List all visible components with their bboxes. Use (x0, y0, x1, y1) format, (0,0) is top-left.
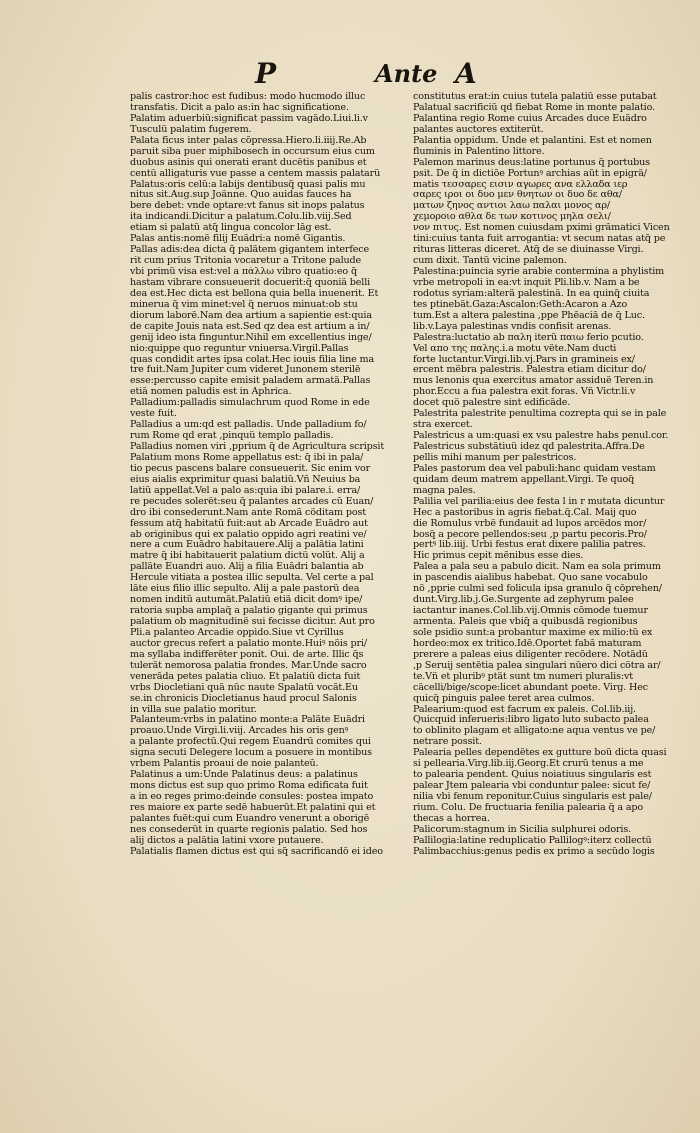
left-column-line: dea est.Hec dicta est bellona quia bella inuenerit. Et (130, 288, 379, 299)
left-column-line: duobus asinis qui onerati erant ducẽtis panibus et (130, 157, 367, 168)
right-column-line: hordeo:mox ex tritico.Idẽ.Oportet fabã maturam (413, 638, 642, 649)
right-column-line: psit. De q̃ in dictiõe Portunꝰ archias aũt in epigrã/ (413, 168, 647, 179)
left-column-line: etiam si palatũ atq̃ lingua concolor lãg est. (130, 223, 332, 234)
left-column-line: Pallas adis:dea dicta q̃ palãtem gigantem interfece (130, 245, 370, 256)
right-column-line: lib.v.Laya palestinas vndis confisit arenas. (413, 321, 612, 332)
right-column-line: ercent mẽbra palestris. Palestra etiam dicitur do/ (413, 365, 646, 376)
left-column-line: Palatus:oris celũ:a labijs dentibusq̃ quasi palis mu (130, 179, 366, 190)
right-column-line: stra exercet. (413, 420, 473, 431)
left-column-line: in villa sue palatio moritur. (130, 704, 257, 715)
left-column-line: palatium ob magnitudinẽ sui fecisse dicitur. Aut pro (130, 617, 375, 627)
right-column-line: Pales pastorum dea vel pabuli:hanc quidam vestam (413, 463, 656, 474)
left-column-line: re pecudes solerẽt:seu q̃ palantes arcades cũ Euan/ (130, 496, 374, 507)
right-column-line: cum dixit. Tantũ vicine palemon. (413, 256, 567, 267)
running-head (0, 55, 700, 95)
right-column-line: forte luctantur.Virgi.lib.vj.Pars in gramineis ex/ (413, 354, 635, 365)
right-column-line: phor.Eccu a fua palestra exit foras. Vñ Victr.li.v (413, 387, 636, 398)
right-column-line: Palestra:luctatio ab παλη iterũ παιω ferio pcutio. (413, 332, 644, 343)
left-text-column (130, 92, 417, 858)
right-column-line: matis τεσσαρες εισιν αγωρες ανα ελλαδα ιερ (413, 179, 628, 190)
left-column-line: lãte eius filio illic sepulto. Alij a pale pastorũ dea (130, 584, 360, 595)
left-column-line: tio pecus pascens balare consueuerit. Sic enim vor (130, 463, 371, 474)
left-column-line: fessum atq̃ habitatũ fuit:aut ab Arcade Euãdro aut (130, 518, 368, 529)
left-column-line: de capite Jouis nata est.Sed qz dea est artium a in/ (130, 321, 370, 332)
right-column-line: Palicorum:stagnum in Sicilia sulphurei odoris. (413, 824, 632, 835)
left-column-line: minerua q̃ vim minet:vel q̃ neruos minuat:ob stu (130, 299, 358, 310)
right-column-line: constitutus erat:in cuius tutela palatiũ esse putabat (413, 92, 657, 102)
left-column-line: tulerãt nemorosa palatia frondes. Mar.Unde sacro (130, 660, 367, 671)
right-column-line: thecas a horrea. (413, 813, 490, 824)
right-column-line: Hec a pastoribus in agris fiebat.q̃.Cal. Maij quo (413, 507, 637, 518)
right-column-line: te.Vñ et pluribꝰ ptãt sunt tm numeri pluralis:vt (413, 671, 633, 682)
left-column-line: hastam vibrare consueuerit docuerit:q̃ quoniã belli (130, 277, 371, 288)
left-column-line: ita indicandi.Dicitur a palatum.Colu.lib.viij.Sed (130, 212, 352, 223)
running-head-word: Ante (375, 59, 438, 88)
left-column-line: auctor grecus refert a palatio monte.Huiꝰ nõis pri/ (130, 638, 367, 649)
right-column-line: νον πιτυς. Est nomen cuiusdam pximi grãmatici Vicen (413, 223, 670, 234)
right-column-line: χεμοροιο αθλα δε των κοτινος μηλα σελι/ (413, 212, 611, 223)
left-column-line: alij dictos a palãtia latini vxore putauere. (130, 835, 324, 846)
right-column-line: quidam deum matrem appellant.Virgi. Te quoq̃ (413, 474, 635, 485)
right-column-line: to oblinito plagam et alligato:ne aqua ventus ve pe/ (413, 726, 656, 737)
right-column-line: Palestricus substãtiuũ idez qd palestrita.Affra.De (413, 442, 645, 452)
left-column-line: esse:percusso capite emisit paladem armatã.Pallas (130, 376, 371, 387)
right-column-line: die Romulus vrbẽ fundauit ad lupos arcẽdos mor/ (413, 518, 647, 529)
left-column-line: vrbem Palantis proaui de noie palanteũ. (130, 759, 319, 770)
right-column-line: Palimbacchius:genus pedis ex primo a secũdo logis (413, 846, 655, 857)
right-column-line: fluminis in Palentino littore. (413, 146, 545, 157)
right-column-line: tum.Est a altera palestina ,ppe Phẽaciã de q̃ Luc. (413, 310, 645, 321)
left-column-line: ab originibus qui ex palatio oppido agri reatini ve/ (130, 529, 367, 540)
left-column-line: a palante profectũ.Qui regem Euandrũ comites qui (130, 737, 371, 748)
right-column-line: σαρες ιροι οι δυο μεν θνητων οι δυο δε αθα/ (413, 190, 622, 201)
left-column-line: Palanteum:vrbs in palatino monte:a Palãte Euãdri (130, 715, 365, 726)
right-column-line: Hic primus cepit mẽnibus esse dies. (413, 551, 584, 562)
left-column-line: nere a cum Euãdro habitauere.Alij a palãtia latini (130, 540, 364, 551)
right-column-line: Palearium:quod est facrum ex paleis. Col.lib.iij. (413, 704, 636, 715)
right-column-line: dunt.Virg.lib.j.Ge.Surgente ad zephyrum palee (413, 595, 634, 606)
right-column-line: pellis mihi manum per palestricos. (413, 452, 577, 463)
right-column-line: iactantur inanes.Col.lib.vij.Omnis cõmode tuemur (413, 606, 648, 617)
right-column-line: in pascendis aialibus habebat. Quo sane vocabulo (413, 573, 648, 584)
left-column-line: transfatis. Dicit̃ a palo as:in hac significatione. (130, 102, 349, 113)
left-column-line: ma syllaba indifferẽter ponit. Oui. de arte. Illic q̃s (130, 649, 364, 660)
left-column-line: vrbs Diocletiani quã nũc naute Spalatũ vocãt.Eu (130, 682, 358, 693)
left-column-line: se.in chronicis Diocletianus haud procul Salonis (130, 693, 357, 704)
right-column-line: sole psidio sunt:a probantur maxime ex milio:tũ ex (413, 627, 653, 638)
right-column-line: Quicquid inferueris:libro ligato luto subacto palea (413, 715, 649, 726)
left-column-line: mons dictus est sup quo primo Roma edificata fuit (130, 781, 368, 792)
right-column-line: si pellearia.Virg.lib.iij.Georg.Et crurũ tenus a me (413, 759, 644, 770)
running-head-letter-right: A (455, 57, 477, 90)
left-column-line: centũ alligaturis vue passe a centem massis palatarũ (130, 168, 381, 179)
right-column-line: Palantia oppidum. Unde et palantini. Est et nomen (413, 135, 652, 146)
right-column-line: Palestricus a um:quasi ex vsu palestre habs penul.cor. (413, 431, 669, 442)
left-column-line: rum Rome qd erat ,pinquũ templo palladis. (130, 431, 334, 442)
left-column-line: a in eo reges primo:deinde consules: postea impato (130, 792, 374, 802)
right-column-line: Palea a pala seu a pabulo dicit. Nam ea sola primum (413, 562, 661, 573)
left-column-line: palantes fuẽt:qui cum Euandro venerunt a oborigẽ (130, 813, 370, 824)
left-column-line: eius aialis exprimitur quasi balatiũ.Vñ Neuius ba (130, 474, 361, 485)
left-column-line: matre q̃ ibi habitauerit palatium dictũ volũt. Alij a (130, 551, 365, 562)
right-column-line: bosq̃ a pecore pellendos:seu ,p partu pecoris.Pro/ (413, 529, 647, 540)
left-column-line: genij ideo ista finguntur.Nihil em excellentius inge/ (130, 332, 372, 343)
left-column-line: venerãda petes palatia cliuo. Et palatiũ dicta fuit (130, 671, 361, 682)
left-column-line: rit cum prius Tritonia vocaretur a Tritone palude (130, 256, 362, 267)
left-column-line: res maiore ex parte sedẽ habuerũt.Et palatini qui et (130, 802, 376, 813)
right-column-line: prerere a paleas eius diligenter recõdere. Notãdũ (413, 649, 648, 660)
right-column-line: vrbe metropoli in ea:vt inquit Pli.lib.v. Nam a be (413, 277, 640, 288)
right-column-line: Palantina regio Rome cuius Arcades duce Euãdro (413, 113, 647, 124)
right-column-line: rodotus syriam:alterã palestinã. In ea quinq̃ ciuita (413, 288, 650, 299)
right-column-line: ,p Seruij sentẽtia palea singulari nũero dici cõtra ar/ (413, 660, 661, 671)
left-column-line: Palas antis:nomẽ filij Euãdri:a nomẽ Gigantis. (130, 234, 346, 245)
right-column-line: netrare possit. (413, 737, 482, 748)
right-text-column (413, 92, 700, 858)
right-column-line: mus lenonis qua exercitus amator assiduẽ Teren.in (413, 376, 654, 387)
right-column-line: Vel απο της παλης.i.a motu vẽte.Nam ducti (413, 343, 617, 354)
left-column-line: Palatialis flamen dictus est qui sq̃ sacrificandõ ei ideo (130, 846, 383, 857)
left-column-line: Palladius a um:qd est palladis. Unde palladium fo/ (130, 420, 367, 431)
left-column-line: nomen inditũ autumãt.Palatiũ etiã dicit domꝰ ipe/ (130, 595, 363, 606)
right-column-line: docet quõ palestre sint edificãde. (413, 398, 571, 409)
left-column-line: nitus sit.Aug.sup Joãnne. Quo auidas fauces ha (130, 190, 352, 201)
left-column-line: Pli.a palanteo Arcadie oppido.Siue vt Cyrillus (130, 627, 344, 638)
right-column-line: Palearia pelles dependẽtes ex gutture boũ dicta quasi (413, 748, 667, 759)
running-head-letter-left: P (255, 57, 277, 90)
right-column-line: Pallilogia:latine reduplicatio Pallilogꝰ:iterz collectũ (413, 835, 652, 846)
right-column-line: ματων ζηνος αντιοι λαω παλαι μονος αρ/ (413, 201, 610, 212)
left-column-line: nio:quippe quo reguntur vniuersa.Virgil.Pallas (130, 343, 349, 354)
right-column-line: Palatual sacrificiũ qd fiebat Rome in monte palatio. (413, 102, 655, 113)
left-column-line: veste fuit. (130, 409, 177, 420)
left-column-line: signa secuti Delegere locum a posuere in montibus (130, 748, 372, 759)
left-column-line: Palata ficus inter palas cõpressa.Hiero.li.iiij.Re.Ab (130, 135, 367, 146)
left-column-line: Palatium mons Rome appellatus est: q̃ ibi in pala/ (130, 452, 364, 463)
right-column-line: Palilia vel parilia:eius dee festa l in r mutata dicuntur (413, 496, 665, 507)
left-column-line: tre fuit.Nam Jupiter cum videret Junonem sterilẽ (130, 365, 361, 376)
left-column-line: proauo.Unde Virgi.li.viij. Arcades his oris genꝰ (130, 726, 349, 737)
right-column-line: palantes auctores extiterũt. (413, 124, 544, 135)
left-column-line: bere debet: vnde optare:vt fanus sit inops palatus (130, 201, 365, 212)
left-column-line: ratoria supba amplaq̃ a palatio gigante qui primus (130, 606, 368, 617)
left-column-line: latiũ appellat.Vel a palo as:quia ibi palare.i. erra/ (130, 485, 361, 496)
right-column-line: tes ptinebãt.Gaza:Ascalon:Geth:Acaron a Azo (413, 299, 628, 310)
left-column-line: etiã nomen paludis est in Aphrica. (130, 387, 292, 398)
left-column-line: Palatinus a um:Unde Palatinus deus: a palatinus (130, 770, 358, 781)
right-column-line: Palestina:puincia syrie arabie contermina a phylistim (413, 267, 665, 277)
left-column-line: quas condidit artes ipsa colat.Hec iouis filia line ma (130, 354, 375, 365)
right-column-line: Palestrita palestrite penultima cozrepta qui se in pale (413, 409, 667, 420)
left-column-line: nes consederũt in quarte regionis palatio. Sed hos (130, 824, 368, 835)
right-column-line: magna pales. (413, 485, 476, 496)
left-column-line: palis castror:hoc est fudibus: modo hucmodo illuc (130, 92, 366, 102)
right-column-line: rituras litteras diceret. Atq̃ de se diuinasse Virgi. (413, 245, 644, 256)
right-column-line: nõ ,pprie culmi sed folicula ipsa granulo q̃ cõprehen/ (413, 584, 662, 595)
left-column-line: Palatim aduerbiũ:significat passim vagãdo.Liui.li.v (130, 113, 368, 124)
right-column-line: nilia vbi fenum reponitur.Cuius singularis est pale/ (413, 792, 652, 802)
right-column-line: palear Jtem palearia vbi conduntur palee: sicut fe/ (413, 781, 651, 792)
left-column-line: vbi primũ visa est:vel a πάλλω vibro quatio:eo q̃ (130, 267, 357, 277)
right-column-line: rium. Colu. De fructuaria fenilia palearia q̃ a apo (413, 802, 644, 813)
right-column-line: pertꝰ lib.iiij. Urbi festus erat dixere palilia patres. (413, 540, 646, 551)
left-column-line: Palladius nomen viri ,pprium q̃ de Agricultura scripsit (130, 442, 385, 452)
right-column-line: tini:cuius tanta fuit arrogantia: vt secum natas atq̃ pe (413, 234, 666, 245)
right-column-line: armenta. Paleis que vbiq̃ a quibusdã regionibus (413, 617, 638, 627)
left-column-line: pallãte Euandri auo. Alij a filia Euãdri balantia ab (130, 562, 364, 573)
right-column-line: Palemon marinus deus:latine portunus q̃ portubus (413, 157, 650, 168)
left-column-line: Palladium:palladis simulachrum quod Rome in ede (130, 398, 370, 409)
right-column-line: quicq̃ pinguis palee teret area culmos. (413, 693, 595, 704)
left-column-line: dro ibi consederunt.Nam ante Romã cõditam post (130, 507, 366, 518)
left-column-line: diorum laborẽ.Nam dea artium a sapientie est:quia (130, 310, 372, 321)
right-column-line: cãcelli/bige/scope:licet abundant poete. Virg. Hec (413, 682, 649, 693)
left-column-line: paruit siba puer miphibosech in occursum eius cum (130, 146, 375, 157)
left-column-line: Tusculũ palatim fugerem. (130, 124, 252, 135)
right-column-line: to palearia pendent. Quius noiatiuus singularis est (413, 770, 652, 781)
left-column-line: Hercule vitiata a postea illic sepulta. Vel certe a pal (130, 573, 374, 584)
